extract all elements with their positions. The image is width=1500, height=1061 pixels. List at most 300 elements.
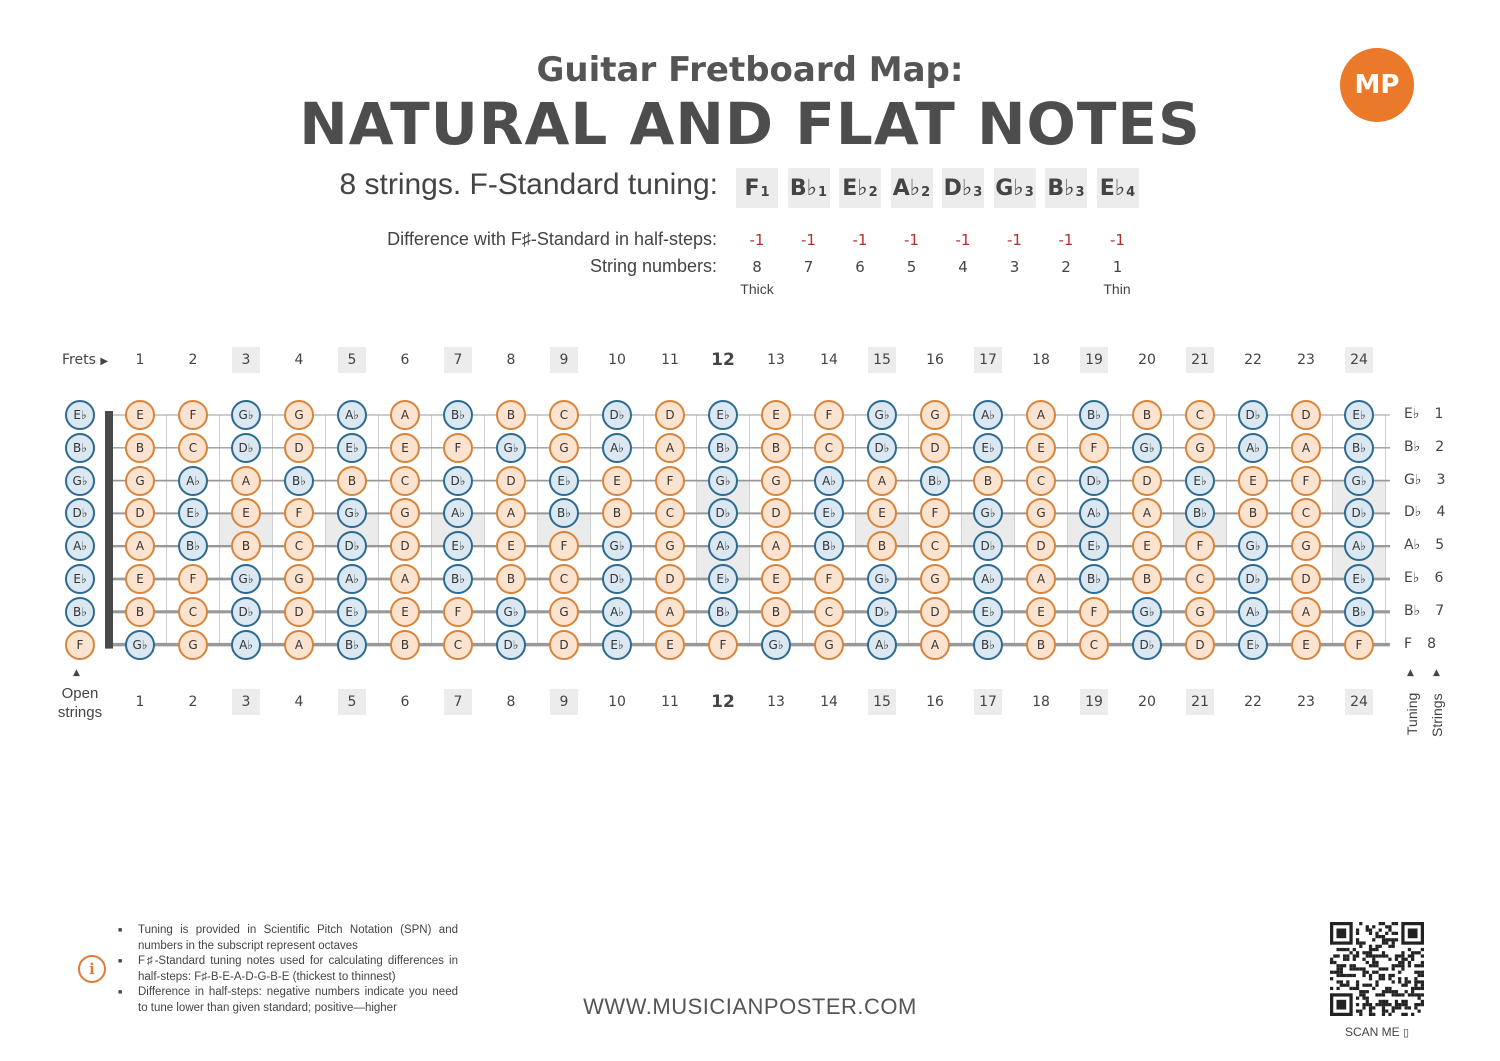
fret-number: 12 — [711, 692, 735, 712]
fret-note: D — [1132, 466, 1162, 496]
fret-note: C — [178, 433, 208, 463]
qr-module — [1353, 954, 1356, 957]
qr-module — [1369, 1013, 1372, 1016]
fret-note: C — [1291, 498, 1321, 528]
qr-module — [1408, 964, 1411, 967]
fret-note: A♭ — [337, 564, 367, 594]
string-note-name: E♭ — [1404, 570, 1420, 586]
fret-note: E — [1026, 597, 1056, 627]
tuning-arrow-icon: ▲ — [1407, 668, 1414, 678]
tuning-vertical-label: Tuning — [1404, 692, 1420, 735]
fret-number: 8 — [506, 352, 516, 368]
qr-module — [1349, 967, 1352, 970]
fret-note: E — [1291, 630, 1321, 660]
fret-note: G — [549, 433, 579, 463]
qr-module — [1395, 993, 1398, 996]
footnote: ■ F♯-Standard tuning notes used for calculating differences in half-steps: F♯-B-E-A-D-G-B-E (thickest to thinnest) — [118, 954, 458, 985]
fret-note: B — [867, 531, 897, 561]
fret-note: A — [390, 400, 420, 430]
fret-note: E — [761, 564, 791, 594]
half-step-diff: -1 — [801, 231, 816, 249]
qr-module — [1388, 974, 1391, 977]
qr-module — [1405, 1013, 1408, 1016]
fret-note: D — [920, 433, 950, 463]
qr-module — [1349, 987, 1352, 990]
fret-note: G — [549, 597, 579, 627]
qr-module — [1346, 948, 1349, 951]
qr-module — [1379, 1000, 1382, 1003]
qr-module — [1395, 1003, 1398, 1006]
qr-module — [1336, 928, 1346, 938]
qr-module — [1414, 984, 1417, 987]
fret-note: E — [655, 630, 685, 660]
qr-module — [1382, 935, 1385, 938]
fret-note: D♭ — [443, 466, 473, 496]
qr-module — [1392, 922, 1395, 925]
qr-module — [1395, 954, 1398, 957]
string-note-name: E♭ — [1404, 406, 1420, 422]
fret-note: G — [920, 400, 950, 430]
qr-module — [1353, 974, 1356, 977]
fret-note: C — [1185, 400, 1215, 430]
qr-module — [1343, 974, 1346, 977]
tuning-octave: 3 — [973, 184, 983, 200]
fret-note: D♭ — [973, 531, 1003, 561]
fret-note: D♭ — [231, 433, 261, 463]
fret-number: 10 — [608, 352, 626, 368]
fret-number: 8 — [506, 694, 516, 710]
qr-module — [1418, 964, 1421, 967]
fret-note: G♭ — [1238, 531, 1268, 561]
fret-note: E♭ — [708, 400, 738, 430]
fret-number: 22 — [1244, 352, 1262, 368]
qr-module — [1375, 935, 1378, 938]
half-step-diff: -1 — [1110, 231, 1125, 249]
fret-note: G♭ — [761, 630, 791, 660]
fret-number: 21 — [1186, 689, 1214, 715]
qr-module — [1388, 990, 1391, 993]
fret-number: 20 — [1138, 694, 1156, 710]
tuning-note: F — [744, 175, 760, 201]
fret-number: 14 — [820, 352, 838, 368]
qr-module — [1395, 964, 1398, 967]
qr-module — [1395, 932, 1398, 935]
string-number: 5 — [1435, 537, 1445, 554]
qr-module — [1405, 1006, 1408, 1009]
tuning-octave: 1 — [818, 184, 828, 200]
fret-note: D♭ — [1238, 400, 1268, 430]
qr-module — [1372, 958, 1375, 961]
qr-module — [1392, 1010, 1395, 1013]
fret-note: A — [125, 531, 155, 561]
string-tuning-label — [1404, 570, 1443, 586]
fret-note: A♭ — [602, 597, 632, 627]
fret-note: A♭ — [973, 400, 1003, 430]
qr-module — [1346, 980, 1349, 983]
fret-number: 12 — [711, 350, 735, 370]
qr-module — [1421, 961, 1424, 964]
fret-note: B — [1026, 630, 1056, 660]
string-number: 1 — [1434, 406, 1444, 422]
string-number: 4 — [958, 258, 968, 276]
string-number: 3 — [1436, 471, 1446, 488]
fret-note: B♭ — [920, 466, 950, 496]
fret-number: 24 — [1345, 347, 1373, 373]
qr-module — [1382, 1003, 1385, 1006]
fret-number: 11 — [661, 694, 679, 710]
qr-module — [1349, 964, 1352, 967]
fret-note: A — [867, 466, 897, 496]
fret-note: C — [284, 531, 314, 561]
fret-note: E — [602, 466, 632, 496]
qr-module — [1414, 1003, 1417, 1006]
qr-module — [1346, 984, 1349, 987]
fret-number: 21 — [1186, 347, 1214, 373]
string-tuning-label — [1404, 472, 1445, 488]
fret-note: D♭ — [602, 564, 632, 594]
fret-note: E♭ — [443, 531, 473, 561]
qr-module — [1366, 971, 1369, 974]
fret-note: B♭ — [1344, 433, 1374, 463]
qr-module — [1366, 951, 1369, 954]
qr-module — [1382, 974, 1385, 977]
qr-module — [1340, 971, 1343, 974]
fret-note: B — [337, 466, 367, 496]
qr-module — [1414, 971, 1417, 974]
qr-module — [1369, 932, 1372, 935]
fret-number: 24 — [1345, 689, 1373, 715]
fret-note: G♭ — [125, 630, 155, 660]
tuning-note: D♭ — [943, 175, 973, 201]
qr-module — [1356, 987, 1359, 990]
qr-module — [1369, 984, 1372, 987]
fret-note: D — [284, 597, 314, 627]
string-tuning-label — [1404, 406, 1443, 422]
qr-module — [1385, 1003, 1388, 1006]
fret-note: A♭ — [708, 531, 738, 561]
qr-module — [1336, 971, 1339, 974]
fret-note: F — [1344, 630, 1374, 660]
fret-number: 14 — [820, 694, 838, 710]
fret-note: B — [1132, 400, 1162, 430]
fret-number: 6 — [400, 694, 410, 710]
fret-number: 23 — [1297, 352, 1315, 368]
frets-label: Frets ▶ — [62, 352, 109, 368]
qr-module — [1411, 1013, 1414, 1016]
fret-note: A — [496, 498, 526, 528]
fret-note: A♭ — [1079, 498, 1109, 528]
fret-note: G♭ — [1132, 433, 1162, 463]
fret-note: A♭ — [1238, 597, 1268, 627]
fret-note: F — [443, 597, 473, 627]
qr-module — [1362, 984, 1365, 987]
qr-module — [1375, 984, 1378, 987]
qr-module — [1362, 990, 1365, 993]
qr-module — [1392, 964, 1395, 967]
fret-note: D♭ — [867, 433, 897, 463]
qr-module — [1366, 961, 1369, 964]
fret-note: F — [178, 564, 208, 594]
fret-note: A♭ — [178, 466, 208, 496]
fret-note: F — [708, 630, 738, 660]
fret-note: B♭ — [708, 433, 738, 463]
qr-module — [1353, 958, 1356, 961]
qr-module — [1333, 961, 1336, 964]
fret-note: G — [761, 466, 791, 496]
qr-module — [1414, 993, 1417, 996]
fret-note: B — [125, 597, 155, 627]
string-note-name: B♭ — [1404, 438, 1421, 455]
qr-module — [1356, 967, 1359, 970]
qr-module — [1346, 974, 1349, 977]
fret-note: G♭ — [1132, 597, 1162, 627]
string-tuning-label — [1404, 537, 1444, 553]
qr-module — [1359, 990, 1362, 993]
fret-note: C — [655, 498, 685, 528]
string-number: 3 — [1009, 258, 1020, 276]
fret-number: 23 — [1297, 694, 1315, 710]
qr-module — [1356, 932, 1359, 935]
tuning-octave: 2 — [868, 184, 878, 200]
fret-note: E♭ — [1344, 400, 1374, 430]
strings-vertical-label: Strings — [1429, 693, 1445, 737]
fret-note: G — [390, 498, 420, 528]
qr-module — [1372, 954, 1375, 957]
fret-number: 9 — [550, 689, 578, 715]
qr-module — [1353, 987, 1356, 990]
qr-module — [1392, 967, 1395, 970]
qr-module — [1418, 971, 1421, 974]
fret-note: G♭ — [337, 498, 367, 528]
qr-module — [1382, 1006, 1385, 1009]
qr-module — [1395, 1000, 1398, 1003]
fret-note: D♭ — [1238, 564, 1268, 594]
qr-module — [1379, 922, 1382, 925]
fret-note: B♭ — [814, 531, 844, 561]
fret-number: 16 — [926, 352, 944, 368]
fret-note: A♭ — [1344, 531, 1374, 561]
fret-note: D — [1026, 531, 1056, 561]
qr-module — [1405, 1003, 1408, 1006]
qr-module — [1392, 993, 1395, 996]
fret-note: E♭ — [1344, 564, 1374, 594]
fret-note: A♭ — [602, 433, 632, 463]
open-string-note: D♭ — [65, 498, 95, 528]
string-number: 2 — [1435, 438, 1445, 455]
fret-note: C — [1185, 564, 1215, 594]
qr-module — [1421, 964, 1424, 967]
qr-module — [1343, 964, 1346, 967]
qr-module — [1362, 941, 1365, 944]
fret-note: G — [655, 531, 685, 561]
qr-module — [1382, 1000, 1385, 1003]
fret-note: G♭ — [867, 400, 897, 430]
fret-note: E♭ — [973, 433, 1003, 463]
fret-note: E♭ — [602, 630, 632, 660]
fret-number: 19 — [1080, 347, 1108, 373]
qr-module — [1336, 964, 1339, 967]
string-number: 6 — [855, 258, 865, 276]
fret-note: F — [1079, 597, 1109, 627]
qr-module — [1362, 1003, 1365, 1006]
fret-note: B♭ — [973, 630, 1003, 660]
qr-module — [1375, 948, 1378, 951]
qr-module — [1356, 980, 1359, 983]
fret-note: C — [178, 597, 208, 627]
fret-number: 11 — [661, 352, 679, 368]
qr-module — [1414, 1006, 1417, 1009]
fret-note: C — [814, 433, 844, 463]
qr-module — [1398, 977, 1401, 980]
qr-module — [1388, 987, 1391, 990]
qr-module — [1369, 974, 1372, 977]
qr-module — [1411, 958, 1414, 961]
fret-note: G — [125, 466, 155, 496]
qr-module — [1340, 948, 1343, 951]
open-string-note: G♭ — [65, 466, 95, 496]
fret-note: G — [1185, 433, 1215, 463]
qr-module — [1395, 990, 1398, 993]
tuning-note: A♭ — [892, 175, 921, 201]
qr-module — [1346, 958, 1349, 961]
qr-module — [1375, 971, 1378, 974]
qr-module — [1385, 925, 1388, 928]
qr-module — [1336, 967, 1339, 970]
qr-module — [1359, 922, 1362, 925]
qr-module — [1359, 945, 1362, 948]
qr-module — [1414, 964, 1417, 967]
qr-module — [1362, 958, 1365, 961]
qr-module — [1372, 971, 1375, 974]
qr-module — [1392, 974, 1395, 977]
qr-module — [1382, 941, 1385, 944]
qr-module — [1411, 990, 1414, 993]
string-tuning-label — [1404, 603, 1444, 619]
fret-note: G — [1185, 597, 1215, 627]
website-link[interactable]: WWW.MUSICIANPOSTER.COM — [583, 994, 917, 1019]
qr-module — [1392, 932, 1395, 935]
tuning-note: E♭ — [1099, 175, 1126, 201]
string-number: 8 — [752, 258, 762, 276]
fret-note: B — [973, 466, 1003, 496]
qr-module — [1362, 1006, 1365, 1009]
fret-note: G♭ — [231, 400, 261, 430]
qr-module — [1385, 954, 1388, 957]
fret-number: 4 — [294, 352, 304, 368]
qr-module — [1375, 980, 1378, 983]
string-note-name: G♭ — [1404, 471, 1422, 488]
fret-note: E♭ — [1238, 630, 1268, 660]
fret-note: E♭ — [337, 597, 367, 627]
qr-module — [1421, 948, 1424, 951]
fret-note: D♭ — [867, 597, 897, 627]
qr-module — [1392, 938, 1395, 941]
fret-note: G — [814, 630, 844, 660]
fret-number: 1 — [135, 694, 145, 710]
qr-module — [1336, 974, 1339, 977]
qr-module — [1382, 938, 1385, 941]
qr-module — [1372, 938, 1375, 941]
fret-note: F — [1291, 466, 1321, 496]
fret-note: A — [1026, 564, 1056, 594]
fret-note: B♭ — [549, 498, 579, 528]
fret-note: G — [920, 564, 950, 594]
fret-note: D♭ — [1079, 466, 1109, 496]
fret-note: D — [1185, 630, 1215, 660]
qr-module — [1421, 971, 1424, 974]
qr-module — [1385, 967, 1388, 970]
fret-note: B♭ — [337, 630, 367, 660]
fret-note: G♭ — [231, 564, 261, 594]
fret-note: D — [496, 466, 526, 496]
qr-module — [1392, 945, 1395, 948]
qr-module — [1382, 990, 1385, 993]
fret-note: F — [178, 400, 208, 430]
qr-module — [1408, 954, 1411, 957]
qr-module — [1366, 1000, 1369, 1003]
qr-module — [1388, 1003, 1391, 1006]
fret-note: E — [867, 498, 897, 528]
diff-label: Difference with F♯-Standard in half-steps: — [387, 229, 717, 249]
qr-module — [1421, 974, 1424, 977]
qr-module — [1385, 941, 1388, 944]
qr-module — [1356, 928, 1359, 931]
open-strings-label: Open strings — [57, 685, 103, 721]
qr-module — [1388, 928, 1391, 931]
qr-module — [1398, 993, 1401, 996]
fret-note: A — [761, 531, 791, 561]
qr-module — [1401, 993, 1404, 996]
fret-note: B — [602, 498, 632, 528]
fret-note: G♭ — [1344, 466, 1374, 496]
fret-note: G♭ — [708, 466, 738, 496]
fret-note: D — [390, 531, 420, 561]
qr-module — [1418, 974, 1421, 977]
qr-module — [1356, 954, 1359, 957]
qr-module — [1388, 977, 1391, 980]
title-line1: Guitar Fretboard Map: — [536, 50, 964, 90]
qr-module — [1421, 980, 1424, 983]
qr-module — [1401, 1000, 1404, 1003]
qr-module — [1375, 945, 1378, 948]
fret-note: G♭ — [496, 597, 526, 627]
qr-module — [1369, 928, 1372, 931]
qr-module — [1405, 958, 1408, 961]
fret-note: E♭ — [814, 498, 844, 528]
qr-module — [1356, 1003, 1359, 1006]
fret-number: 13 — [767, 352, 785, 368]
fret-note: B♭ — [1344, 597, 1374, 627]
fret-note: D♭ — [231, 597, 261, 627]
qr-module — [1392, 941, 1395, 944]
qr-module — [1421, 1003, 1424, 1006]
fret-note: B — [1238, 498, 1268, 528]
qr-module — [1333, 954, 1336, 957]
tuning-octave: 3 — [1024, 184, 1034, 200]
fret-number: 7 — [444, 347, 472, 373]
thick-label: Thick — [740, 281, 774, 297]
qr-module — [1366, 928, 1369, 931]
fret-note: B♭ — [443, 400, 473, 430]
qr-module — [1330, 977, 1333, 980]
qr-module — [1408, 928, 1418, 938]
tuning-note: E♭ — [842, 175, 868, 201]
qr-module — [1369, 964, 1372, 967]
qr-module — [1401, 964, 1404, 967]
qr-module — [1330, 961, 1333, 964]
fret-number: 2 — [188, 352, 198, 368]
qr-module — [1401, 984, 1404, 987]
